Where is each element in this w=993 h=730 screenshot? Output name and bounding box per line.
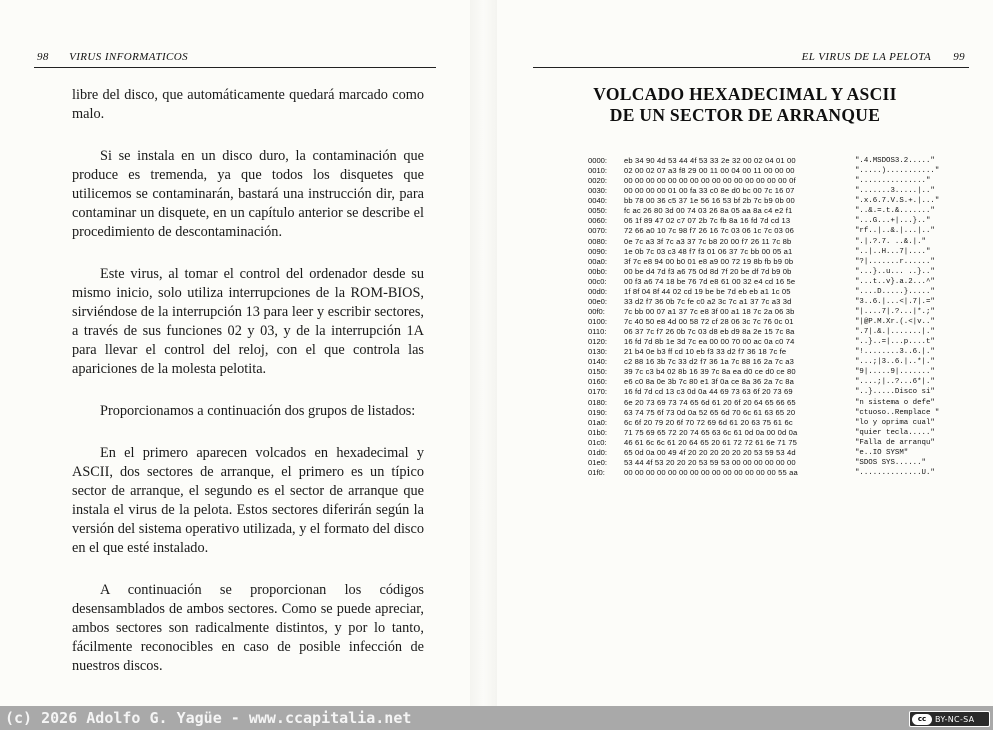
dump-hex: 7c bb 00 07 a1 37 7c e8 3f 00 a1 18 7c 2a 06 3b (624, 306, 795, 316)
dump-hex: 65 0d 0a 00 49 4f 20 20 20 20 20 20 53 59 53 4d (624, 447, 796, 457)
dump-hex: e6 c0 8a 0e 3b 7c 80 e1 3f 0a ce 8a 36 2a 7c 8a (624, 377, 795, 387)
paragraph-4: Proporcionamos a continuación dos grupos de listados: (100, 403, 416, 419)
dump-offset: 0040: (588, 196, 608, 206)
dump-hex: 6e 20 73 69 73 74 65 6d 61 20 6f 20 64 65 66 65 (624, 397, 796, 407)
dump-offset: 0110: (588, 327, 607, 337)
dump-ascii: "...;|3..6.|..*|." (855, 358, 935, 367)
dump-ascii: "n sistema o defe" (855, 398, 935, 407)
dump-offset: 0010: (588, 166, 608, 176)
dump-offset: 00c0: (588, 276, 607, 286)
dump-hex: 0e 7c a3 3f 7c a3 37 7c b8 20 00 f7 26 11 7c 8b (624, 236, 792, 246)
left-header-rule (34, 67, 436, 68)
dump-offset: 0150: (588, 367, 608, 377)
dump-ascii: ".......3.....|.." (855, 187, 935, 196)
dump-ascii: "...}..u... ..}.." (855, 267, 935, 276)
dump-ascii: "ctuoso..Remplace " (855, 408, 940, 417)
dump-hex: 00 f3 a6 74 18 be 76 7d e8 61 00 32 e4 cd 16 5e (624, 276, 796, 286)
title-line-2: DE UN SECTOR DE ARRANQUE (609, 105, 881, 125)
left-page (0, 0, 470, 706)
dump-offset: 00e0: (588, 296, 608, 306)
dump-offset: 01a0: (588, 417, 608, 427)
left-page-header (37, 51, 188, 63)
dump-offset: 0060: (588, 216, 608, 226)
dump-hex: 72 66 a0 10 7c 98 f7 26 16 7c 03 06 1c 7c 03 06 (624, 226, 795, 236)
dump-offset: 01d0: (588, 447, 608, 457)
dump-ascii: "..|..H...7|...." (855, 247, 931, 256)
dump-hex: 63 74 75 6f 73 0d 0a 52 65 6d 70 6c 61 63 65 20 (624, 407, 796, 417)
dump-offset: 0120: (588, 337, 608, 347)
dump-ascii: "....;|..?...6*|." (855, 378, 935, 387)
dump-offset: 01b0: (588, 427, 608, 437)
dump-ascii: ".4.MSDOS3.2....." (855, 157, 935, 165)
dump-offset: 00f0: (588, 306, 605, 316)
dump-hex: 33 d2 f7 36 0b 7c fe c0 a2 3c 7c a1 37 7c a3 3d (624, 296, 792, 306)
paragraph-5: En el primero aparecen volcados en hexadecimal y ASCII, dos sectores de arranque, el primero es un típico sector de arranque, el segundo es el sector de arranque que instala el virus de la pelota. Estos sectores diferirán según la versión del sistema operativo utilizada, y el formato del disco en el que esté instalado. (72, 445, 424, 556)
dump-offset: 01e0: (588, 457, 608, 467)
dump-hex: eb 34 90 4d 53 44 4f 53 33 2e 32 00 02 04 01 00 (624, 156, 796, 165)
dump-ascii: "9|.....9|......." (855, 368, 935, 377)
dump-hex: 53 44 4f 53 20 20 20 53 59 53 00 00 00 00 00 00 (624, 457, 796, 467)
dump-hex: 00 00 00 00 00 00 00 00 00 00 00 00 00 00 55 aa (624, 467, 798, 477)
dump-ascii: ".7|.&.|.......|." (855, 328, 935, 337)
cc-icon: cc (912, 714, 932, 725)
dump-ascii: "..&.=.t.&......." (855, 207, 935, 216)
dump-ascii: "e..IO SYSM" (855, 448, 909, 457)
dump-ascii: "lo y oprima cual" (855, 418, 935, 427)
dump-hex: 6c 6f 20 79 20 6f 70 72 69 6d 61 20 63 75 61 6c (624, 417, 793, 427)
dump-ascii: "?|.......r......" (855, 257, 935, 266)
dump-ascii: "|@P.M.Xr.(.<|v.." (855, 318, 935, 326)
dump-ascii: "....D.....}....." (855, 287, 935, 296)
dump-offset: 0170: (588, 387, 608, 397)
dump-hex: fc ac 26 80 3d 00 74 03 26 8a 05 aa 8a c4 e2 f1 (624, 206, 793, 216)
dump-hex: 06 37 7c f7 26 0b 7c 03 d8 eb d9 8a 2e 15 7c 8a (624, 327, 795, 337)
dump-offset: 0180: (588, 397, 608, 407)
left-running-head: VIRUS INFORMATICOS (69, 51, 189, 63)
dump-ascii: "..............U." (855, 468, 935, 477)
dump-hex: 16 fd 7d cd 13 c3 0d 0a 44 69 73 63 6f 20 73 69 (624, 387, 793, 397)
dump-ascii: "SDOS SYS......" (855, 458, 926, 467)
dump-offset: 0090: (588, 246, 608, 256)
dump-offset: 0160: (588, 377, 608, 387)
page-title (497, 84, 993, 126)
title-line-1: VOLCADO HEXADECIMAL Y ASCII (593, 84, 897, 104)
dump-hex: 1e 0b 7c 03 c3 48 f7 f3 01 06 37 7c bb 00 05 a1 (624, 246, 793, 256)
dump-ascii: "...t..v}.a.2...^" (855, 277, 935, 286)
dump-offset: 0080: (588, 236, 608, 246)
dump-offset: 0100: (588, 317, 608, 326)
dump-hex: 00 00 00 00 00 00 00 00 00 00 00 00 00 00 00 0f (624, 176, 796, 186)
dump-ascii: "!........3..6.|." (855, 348, 935, 357)
cc-license-badge[interactable] (909, 711, 990, 727)
dump-ascii: "Falla de arranqu" (855, 438, 935, 447)
right-page-number: 99 (953, 51, 965, 63)
dump-ascii: ".x.6.7.V.S.+.|..." (855, 197, 940, 206)
dump-offset: 0190: (588, 407, 608, 417)
copyright-text: (c) 2026 Adolfo G. Yagüe - www.ccapitalia.net (5, 709, 412, 727)
dump-ascii: "rf..|..&.|...|.." (855, 227, 935, 236)
dump-offset: 0020: (588, 176, 608, 186)
dump-hex: 46 61 6c 6c 61 20 64 65 20 61 72 72 61 6e 71 75 (624, 437, 797, 447)
dump-ascii: "..}..=|...p....t" (855, 338, 935, 347)
paragraph-1: libre del disco, que automáticamente quedará marcado como malo. (72, 87, 424, 122)
dump-hex: 7c 40 50 e8 4d 00 58 72 cf 28 06 3c 7c 76 0c 01 (624, 317, 794, 326)
dump-offset: 0030: (588, 186, 608, 196)
paragraph-3: Este virus, al tomar el control del ordenador desde su mismo inicio, solo utiliza interrupciones de la ROM-BIOS, sirviéndose de la interrupción 13 para leer y escribir sectores, a través de sus funciones 02 y 03, y de la interrupción 1A para llevar el control del reloj, con el que controla las apariciones de la molesta pelotita. (72, 266, 424, 377)
left-page-number: 98 (37, 51, 49, 63)
dump-hex: 00 be d4 7d f3 a6 75 0d 8d 7f 20 be df 7d b9 0b (624, 266, 792, 276)
right-page-header (802, 51, 965, 63)
dump-hex: 3f 7c e8 94 00 b0 01 e8 a9 00 72 19 8b fb b9 0b (624, 256, 794, 266)
dump-ascii: ".|.?.7. ..&.|." (855, 237, 926, 246)
right-running-head: EL VIRUS DE LA PELOTA (801, 51, 931, 63)
right-header-rule (533, 67, 969, 68)
footer-bar (0, 706, 993, 730)
dump-hex: 21 b4 0e b3 ff cd 10 eb f3 33 d2 f7 36 18 7c fe (624, 347, 787, 357)
dump-offset: 01c0: (588, 437, 607, 447)
dump-ascii: "..............." (855, 177, 931, 186)
dump-hex: c2 88 16 3b 7c 33 d2 f7 36 1a 7c 88 16 2a 7c a3 (624, 357, 795, 367)
dump-offset: 01f0: (588, 467, 605, 477)
dump-hex: 02 00 02 07 a3 f8 29 00 11 00 04 00 11 00 00 00 (624, 166, 795, 176)
book-gutter (470, 0, 497, 706)
dump-hex: 16 fd 7d 8b 1e 3d 7c ea 00 00 70 00 ac 0a c0 74 (624, 337, 795, 347)
dump-hex: bb 78 00 36 c5 37 1e 56 16 53 bf 2b 7c b9 0b 00 (624, 196, 795, 206)
dump-hex: 06 1f 89 47 02 c7 07 2b 7c fb 8a 16 fd 7d cd 13 (624, 216, 791, 226)
dump-hex: 71 75 69 65 72 20 74 65 63 6c 61 0d 0a 00 0d 0a (624, 427, 798, 437)
dump-offset: 0130: (588, 347, 608, 357)
dump-offset: 0000: (588, 156, 608, 165)
dump-offset: 00b0: (588, 266, 608, 276)
dump-ascii: "|....7|.?...|*.;" (855, 307, 935, 316)
dump-ascii: "..}.....Disco si" (855, 388, 935, 397)
license-label: BY-NC-SA (935, 714, 975, 724)
dump-offset: 0070: (588, 226, 608, 236)
dump-ascii: "quier tecla....." (855, 428, 935, 437)
dump-ascii: "3..6.|...<|.7|.=" (855, 297, 935, 306)
dump-hex: 1f 8f 04 8f 44 02 cd 19 be be 7d eb eb a1 1c 05 (624, 286, 791, 296)
dump-ascii: ".....)..........." (855, 167, 940, 176)
paragraph-2: Si se instala en un disco duro, la contaminación que produce es tremenda, ya que todos los disquetes que utilicemos se contaminarán, bastará una instrucción dir, para contaminar un disquete, en un capítulo anterior se describe el procedimiento de descontaminación. (72, 148, 424, 240)
paragraph-6: A continuación se proporcionan los códigos desensamblados de ambos sectores. Como se puede apreciar, ambos sectores son radicalmente distintos, y por lo tanto, fácilmente reconocibles en caso de posible infección de nuestros discos. (72, 582, 424, 674)
dump-ascii: "...G...+|...}.." (855, 217, 931, 226)
dump-offset: 00d0: (588, 286, 608, 296)
left-body-text (72, 86, 424, 699)
dump-offset: 0050: (588, 206, 608, 216)
dump-hex: 39 7c c3 b4 02 8b 16 39 7c 8a ea d0 ce d0 ce 80 (624, 367, 796, 377)
dump-offset: 0140: (588, 357, 608, 367)
dump-hex: 00 00 00 00 01 00 fa 33 c0 8e d0 bc 00 7c 16 07 (624, 186, 795, 196)
dump-offset: 00a0: (588, 256, 608, 266)
